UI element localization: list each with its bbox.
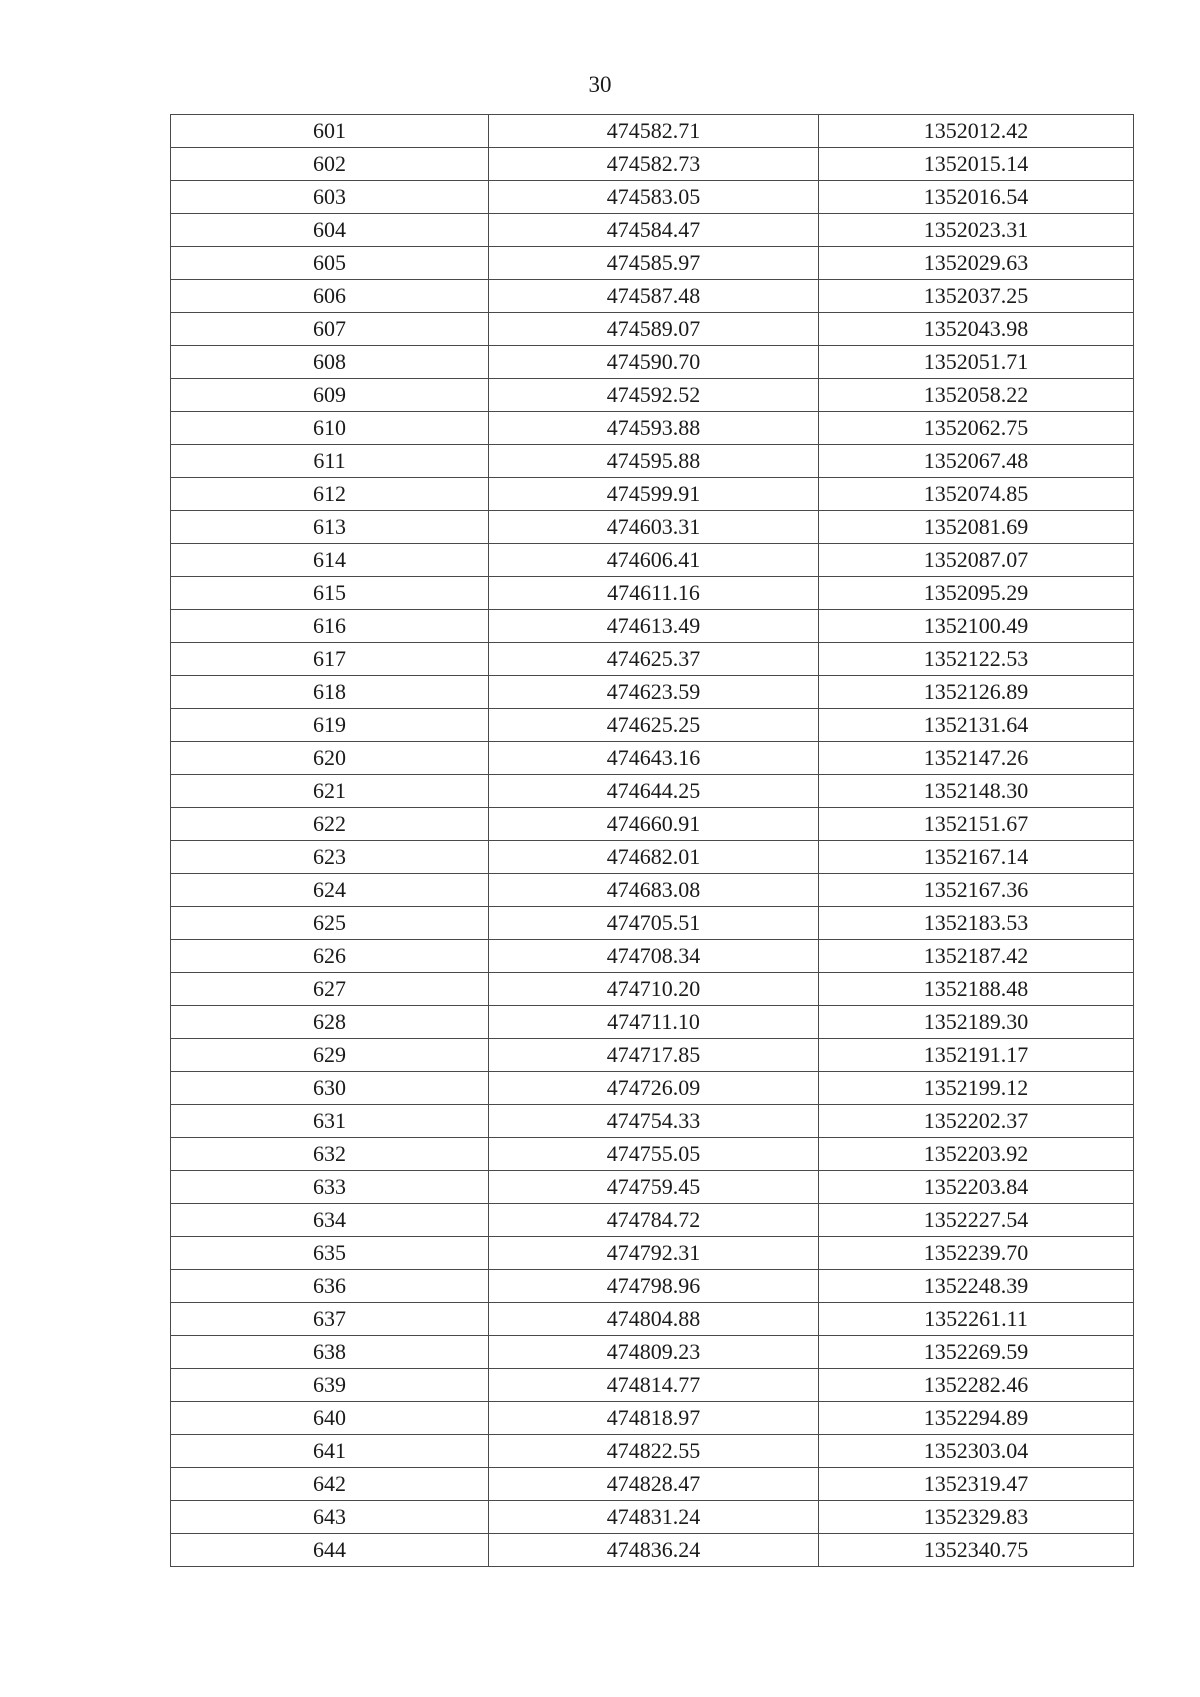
y-coordinate-cell: 1352239.70	[819, 1237, 1134, 1270]
y-coordinate-cell: 1352087.07	[819, 544, 1134, 577]
point-number-cell: 635	[171, 1237, 489, 1270]
point-number-cell: 605	[171, 247, 489, 280]
table-row	[171, 1006, 1134, 1039]
x-coordinate-cell: 474711.10	[489, 1006, 819, 1039]
y-coordinate-cell: 1352062.75	[819, 412, 1134, 445]
point-number-cell: 616	[171, 610, 489, 643]
y-coordinate-cell: 1352303.04	[819, 1435, 1134, 1468]
point-number-cell: 642	[171, 1468, 489, 1501]
y-coordinate-cell: 1352074.85	[819, 478, 1134, 511]
y-coordinate-cell: 1352203.92	[819, 1138, 1134, 1171]
table-row	[171, 1270, 1134, 1303]
y-coordinate-cell: 1352012.42	[819, 115, 1134, 148]
table-row	[171, 1402, 1134, 1435]
table-row	[171, 874, 1134, 907]
x-coordinate-cell: 474836.24	[489, 1534, 819, 1567]
x-coordinate-cell: 474599.91	[489, 478, 819, 511]
x-coordinate-cell: 474583.05	[489, 181, 819, 214]
x-coordinate-cell: 474708.34	[489, 940, 819, 973]
table-row	[171, 1237, 1134, 1270]
page-number: 30	[588, 72, 612, 97]
table-row	[171, 214, 1134, 247]
y-coordinate-cell: 1352167.36	[819, 874, 1134, 907]
point-number-cell: 629	[171, 1039, 489, 1072]
y-coordinate-cell: 1352151.67	[819, 808, 1134, 841]
point-number-cell: 627	[171, 973, 489, 1006]
x-coordinate-cell: 474590.70	[489, 346, 819, 379]
table-row	[171, 280, 1134, 313]
point-number-cell: 603	[171, 181, 489, 214]
y-coordinate-cell: 1352015.14	[819, 148, 1134, 181]
point-number-cell: 643	[171, 1501, 489, 1534]
table-row	[171, 181, 1134, 214]
coordinates-table-body	[171, 115, 1134, 1567]
y-coordinate-cell: 1352148.30	[819, 775, 1134, 808]
point-number-cell: 624	[171, 874, 489, 907]
point-number-cell: 606	[171, 280, 489, 313]
x-coordinate-cell: 474822.55	[489, 1435, 819, 1468]
table-row	[171, 1336, 1134, 1369]
y-coordinate-cell: 1352131.64	[819, 709, 1134, 742]
x-coordinate-cell: 474814.77	[489, 1369, 819, 1402]
x-coordinate-cell: 474585.97	[489, 247, 819, 280]
point-number-cell: 626	[171, 940, 489, 973]
y-coordinate-cell: 1352282.46	[819, 1369, 1134, 1402]
y-coordinate-cell: 1352199.12	[819, 1072, 1134, 1105]
table-row	[171, 1138, 1134, 1171]
point-number-cell: 617	[171, 643, 489, 676]
y-coordinate-cell: 1352067.48	[819, 445, 1134, 478]
point-number-cell: 628	[171, 1006, 489, 1039]
table-row	[171, 973, 1134, 1006]
x-coordinate-cell: 474809.23	[489, 1336, 819, 1369]
point-number-cell: 607	[171, 313, 489, 346]
y-coordinate-cell: 1352340.75	[819, 1534, 1134, 1567]
table-row	[171, 1468, 1134, 1501]
table-row	[171, 148, 1134, 181]
y-coordinate-cell: 1352188.48	[819, 973, 1134, 1006]
table-row	[171, 1369, 1134, 1402]
point-number-cell: 619	[171, 709, 489, 742]
point-number-cell: 613	[171, 511, 489, 544]
x-coordinate-cell: 474584.47	[489, 214, 819, 247]
point-number-cell: 644	[171, 1534, 489, 1567]
table-row	[171, 412, 1134, 445]
x-coordinate-cell: 474582.71	[489, 115, 819, 148]
y-coordinate-cell: 1352095.29	[819, 577, 1134, 610]
x-coordinate-cell: 474784.72	[489, 1204, 819, 1237]
x-coordinate-cell: 474818.97	[489, 1402, 819, 1435]
table-row	[171, 1303, 1134, 1336]
point-number-cell: 623	[171, 841, 489, 874]
table-row	[171, 841, 1134, 874]
x-coordinate-cell: 474798.96	[489, 1270, 819, 1303]
point-number-cell: 633	[171, 1171, 489, 1204]
x-coordinate-cell: 474595.88	[489, 445, 819, 478]
point-number-cell: 639	[171, 1369, 489, 1402]
x-coordinate-cell: 474683.08	[489, 874, 819, 907]
y-coordinate-cell: 1352183.53	[819, 907, 1134, 940]
point-number-cell: 640	[171, 1402, 489, 1435]
table-row	[171, 742, 1134, 775]
y-coordinate-cell: 1352319.47	[819, 1468, 1134, 1501]
y-coordinate-cell: 1352122.53	[819, 643, 1134, 676]
point-number-cell: 631	[171, 1105, 489, 1138]
x-coordinate-cell: 474587.48	[489, 280, 819, 313]
coordinates-table	[170, 114, 1134, 1567]
table-row	[171, 1072, 1134, 1105]
point-number-cell: 610	[171, 412, 489, 445]
x-coordinate-cell: 474682.01	[489, 841, 819, 874]
point-number-cell: 611	[171, 445, 489, 478]
point-number-cell: 604	[171, 214, 489, 247]
point-number-cell: 625	[171, 907, 489, 940]
point-number-cell: 612	[171, 478, 489, 511]
x-coordinate-cell: 474593.88	[489, 412, 819, 445]
y-coordinate-cell: 1352202.37	[819, 1105, 1134, 1138]
x-coordinate-cell: 474644.25	[489, 775, 819, 808]
x-coordinate-cell: 474643.16	[489, 742, 819, 775]
y-coordinate-cell: 1352187.42	[819, 940, 1134, 973]
point-number-cell: 637	[171, 1303, 489, 1336]
point-number-cell: 621	[171, 775, 489, 808]
table-row	[171, 445, 1134, 478]
x-coordinate-cell: 474660.91	[489, 808, 819, 841]
x-coordinate-cell: 474828.47	[489, 1468, 819, 1501]
point-number-cell: 622	[171, 808, 489, 841]
point-number-cell: 608	[171, 346, 489, 379]
y-coordinate-cell: 1352016.54	[819, 181, 1134, 214]
table-row	[171, 1435, 1134, 1468]
y-coordinate-cell: 1352058.22	[819, 379, 1134, 412]
table-row	[171, 1534, 1134, 1567]
point-number-cell: 601	[171, 115, 489, 148]
y-coordinate-cell: 1352043.98	[819, 313, 1134, 346]
table-row	[171, 1501, 1134, 1534]
x-coordinate-cell: 474705.51	[489, 907, 819, 940]
y-coordinate-cell: 1352167.14	[819, 841, 1134, 874]
x-coordinate-cell: 474625.37	[489, 643, 819, 676]
table-row	[171, 1039, 1134, 1072]
y-coordinate-cell: 1352147.26	[819, 742, 1134, 775]
point-number-cell: 630	[171, 1072, 489, 1105]
y-coordinate-cell: 1352126.89	[819, 676, 1134, 709]
y-coordinate-cell: 1352261.11	[819, 1303, 1134, 1336]
y-coordinate-cell: 1352203.84	[819, 1171, 1134, 1204]
y-coordinate-cell: 1352248.39	[819, 1270, 1134, 1303]
y-coordinate-cell: 1352329.83	[819, 1501, 1134, 1534]
y-coordinate-cell: 1352269.59	[819, 1336, 1134, 1369]
point-number-cell: 634	[171, 1204, 489, 1237]
x-coordinate-cell: 474759.45	[489, 1171, 819, 1204]
point-number-cell: 641	[171, 1435, 489, 1468]
x-coordinate-cell: 474726.09	[489, 1072, 819, 1105]
point-number-cell: 614	[171, 544, 489, 577]
x-coordinate-cell: 474831.24	[489, 1501, 819, 1534]
y-coordinate-cell: 1352029.63	[819, 247, 1134, 280]
table-row	[171, 478, 1134, 511]
y-coordinate-cell: 1352227.54	[819, 1204, 1134, 1237]
table-row	[171, 346, 1134, 379]
x-coordinate-cell: 474582.73	[489, 148, 819, 181]
point-number-cell: 632	[171, 1138, 489, 1171]
y-coordinate-cell: 1352189.30	[819, 1006, 1134, 1039]
x-coordinate-cell: 474611.16	[489, 577, 819, 610]
y-coordinate-cell: 1352023.31	[819, 214, 1134, 247]
y-coordinate-cell: 1352051.71	[819, 346, 1134, 379]
table-row	[171, 709, 1134, 742]
table-row	[171, 940, 1134, 973]
point-number-cell: 636	[171, 1270, 489, 1303]
point-number-cell: 609	[171, 379, 489, 412]
x-coordinate-cell: 474613.49	[489, 610, 819, 643]
table-row	[171, 610, 1134, 643]
point-number-cell: 638	[171, 1336, 489, 1369]
x-coordinate-cell: 474623.59	[489, 676, 819, 709]
x-coordinate-cell: 474603.31	[489, 511, 819, 544]
table-row	[171, 676, 1134, 709]
table-row	[171, 1171, 1134, 1204]
y-coordinate-cell: 1352037.25	[819, 280, 1134, 313]
x-coordinate-cell: 474804.88	[489, 1303, 819, 1336]
x-coordinate-cell: 474606.41	[489, 544, 819, 577]
x-coordinate-cell: 474710.20	[489, 973, 819, 1006]
x-coordinate-cell: 474755.05	[489, 1138, 819, 1171]
x-coordinate-cell: 474754.33	[489, 1105, 819, 1138]
table-row	[171, 511, 1134, 544]
table-row	[171, 115, 1134, 148]
table-row	[171, 907, 1134, 940]
table-row	[171, 1204, 1134, 1237]
y-coordinate-cell: 1352294.89	[819, 1402, 1134, 1435]
x-coordinate-cell: 474717.85	[489, 1039, 819, 1072]
table-row	[171, 379, 1134, 412]
table-row	[171, 577, 1134, 610]
point-number-cell: 618	[171, 676, 489, 709]
x-coordinate-cell: 474589.07	[489, 313, 819, 346]
y-coordinate-cell: 1352100.49	[819, 610, 1134, 643]
table-row	[171, 808, 1134, 841]
point-number-cell: 602	[171, 148, 489, 181]
y-coordinate-cell: 1352191.17	[819, 1039, 1134, 1072]
table-row	[171, 643, 1134, 676]
y-coordinate-cell: 1352081.69	[819, 511, 1134, 544]
x-coordinate-cell: 474792.31	[489, 1237, 819, 1270]
table-row	[171, 247, 1134, 280]
point-number-cell: 620	[171, 742, 489, 775]
point-number-cell: 615	[171, 577, 489, 610]
table-row	[171, 1105, 1134, 1138]
table-row	[171, 313, 1134, 346]
table-row	[171, 775, 1134, 808]
x-coordinate-cell: 474625.25	[489, 709, 819, 742]
table-row	[171, 544, 1134, 577]
x-coordinate-cell: 474592.52	[489, 379, 819, 412]
